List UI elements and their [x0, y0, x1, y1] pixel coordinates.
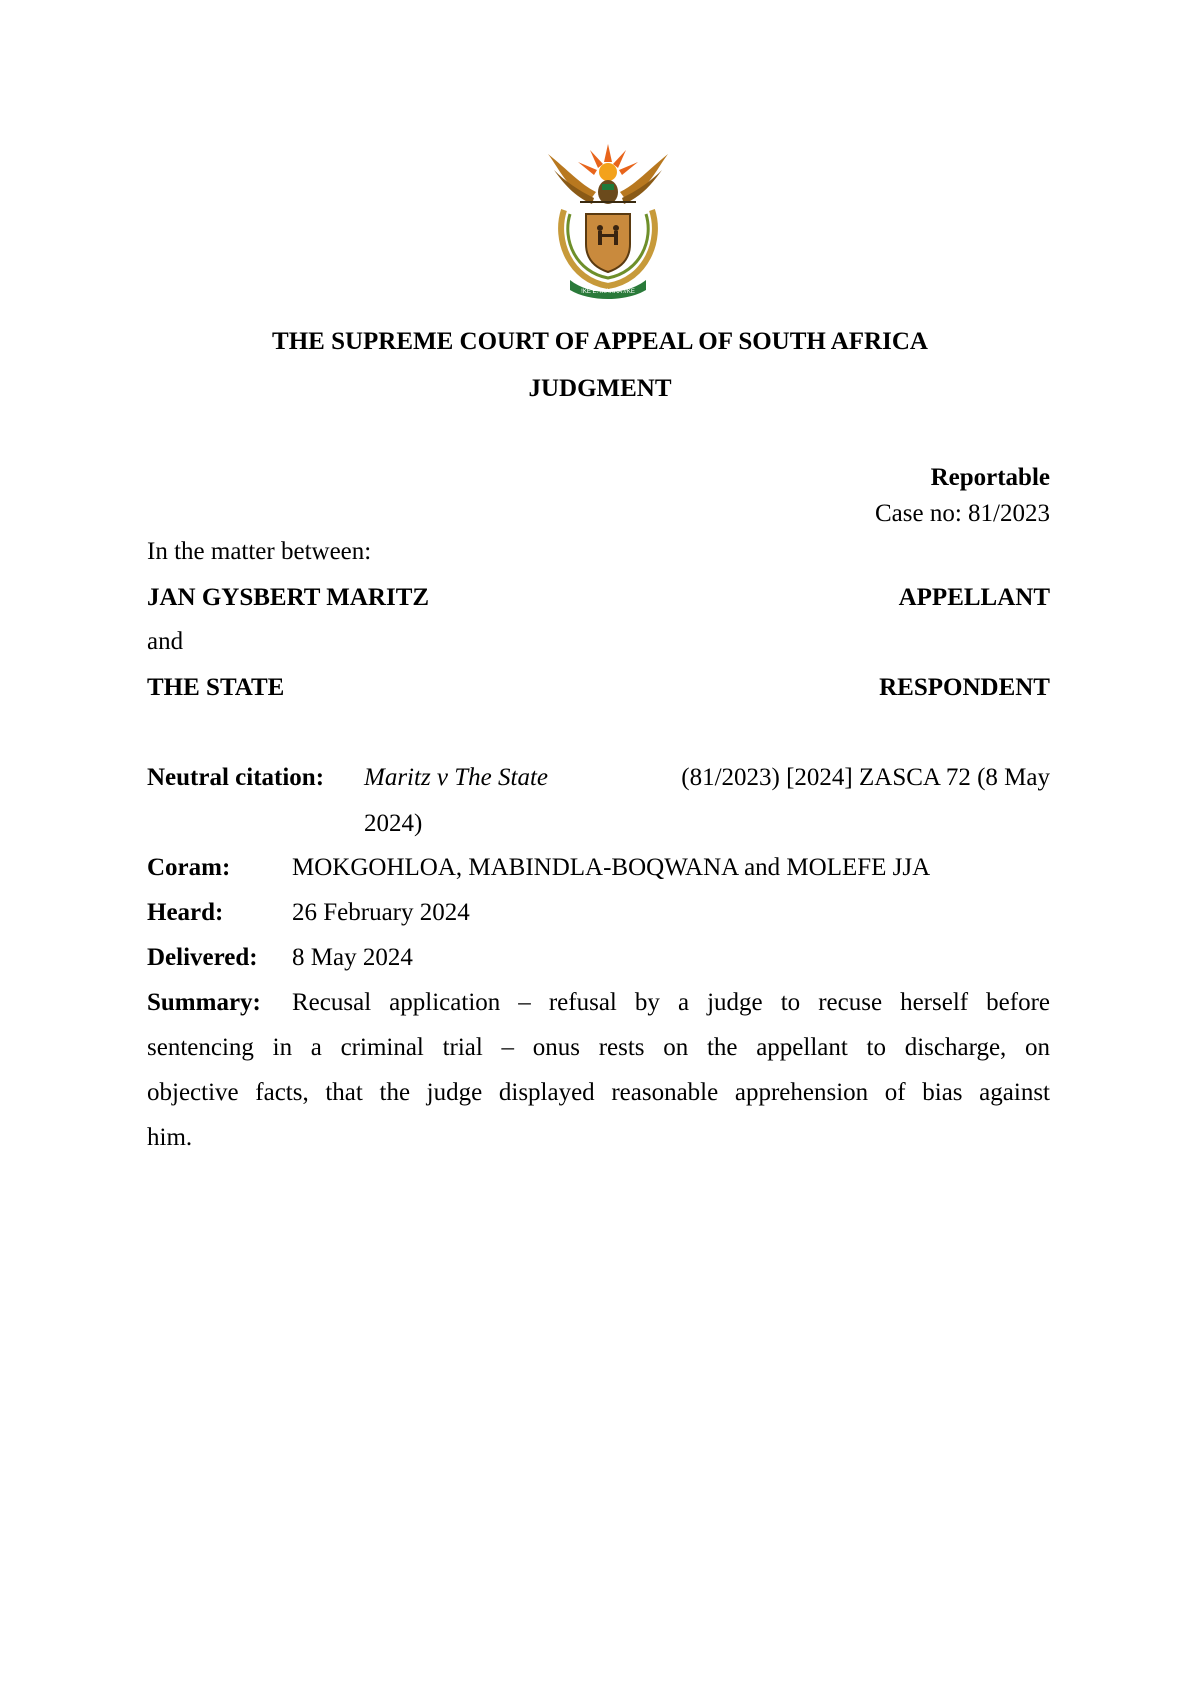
summary-line-3: objective facts, that the judge displayed reasonable apprehension of bias against	[147, 1079, 1050, 1106]
neutral-citation-line	[364, 764, 1050, 792]
respondent-name: THE STATE	[147, 674, 285, 701]
heard-label: Heard:	[147, 899, 224, 926]
appellant-role: APPELLANT	[898, 584, 1050, 611]
crest-motto: !KE E: /XARRA //KE	[581, 289, 635, 295]
coram-value: MOKGOHLOA, MABINDLA-BOQWANA and MOLEFE JJA	[292, 854, 931, 881]
case-number: Case no: 81/2023	[875, 500, 1050, 527]
summary-line-1: Recusal application – refusal by a judge to recuse herself before	[292, 989, 1050, 1016]
reportable-label: Reportable	[930, 464, 1050, 491]
appellant-name: JAN GYSBERT MARITZ	[147, 584, 430, 611]
and-conjunction: and	[147, 628, 184, 655]
neutral-citation-reference: (81/2023) [2024] ZASCA 72 (8 May	[681, 764, 1050, 791]
delivered-value: 8 May 2024	[292, 944, 413, 971]
respondent-role: RESPONDENT	[879, 674, 1050, 701]
coat-of-arms-emblem	[540, 140, 676, 300]
coram-label: Coram:	[147, 854, 231, 881]
court-title: THE SUPREME COURT OF APPEAL OF SOUTH AFRICA	[272, 328, 928, 355]
neutral-citation-label: Neutral citation:	[147, 764, 325, 791]
summary-line-2: sentencing in a criminal trial – onus rests on the appellant to discharge, on	[147, 1034, 1050, 1061]
heard-value: 26 February 2024	[292, 899, 470, 926]
document-type: JUDGMENT	[528, 375, 672, 402]
neutral-citation-case-name: Maritz v The State	[364, 764, 549, 791]
neutral-citation-continued: 2024)	[364, 810, 423, 837]
delivered-label: Delivered:	[147, 944, 258, 971]
matter-between: In the matter between:	[147, 538, 372, 565]
summary-line-4: him.	[147, 1124, 193, 1151]
summary-label: Summary:	[147, 989, 261, 1016]
